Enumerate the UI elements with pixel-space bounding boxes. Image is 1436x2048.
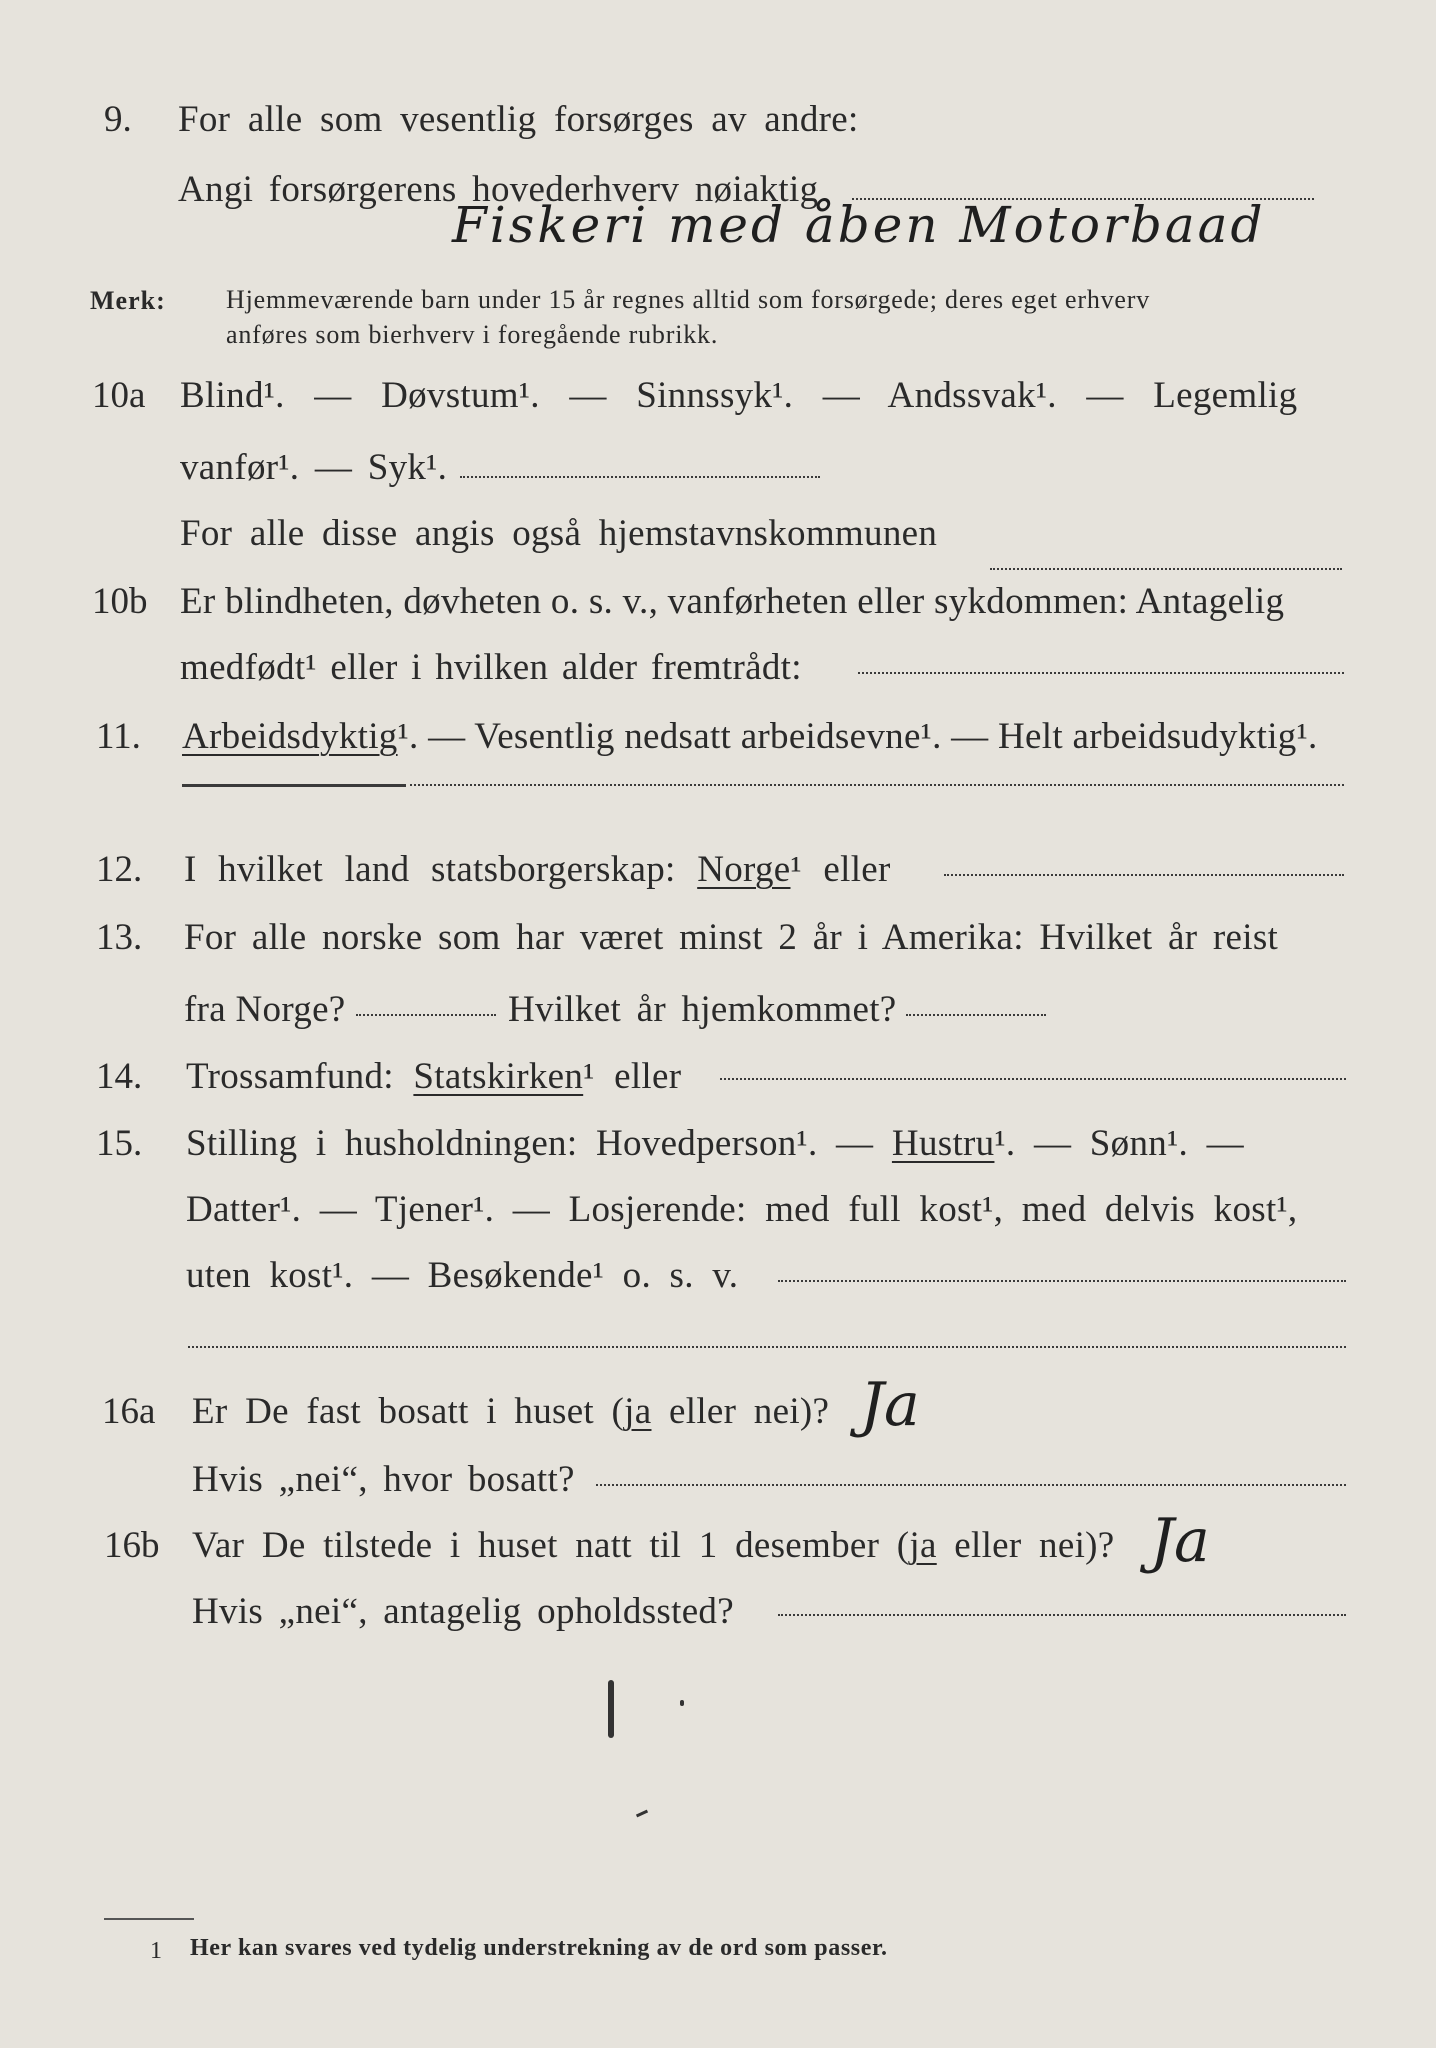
pencil-tick xyxy=(636,1810,648,1818)
q16b-blank xyxy=(778,1614,1346,1616)
q12-prompt: I hvilket land statsborgerskap: xyxy=(184,849,676,890)
pencil-mark xyxy=(608,1680,614,1738)
q16a-prompt: Er De fast bosatt i huset ( xyxy=(192,1391,625,1432)
q11-blank xyxy=(410,784,1344,786)
merk-line2: anføres som bierhverv i foregående rubrikk. xyxy=(226,320,719,349)
q10b-number: 10b xyxy=(92,581,148,622)
q11-handwritten-rule xyxy=(182,784,406,787)
q15-line1 xyxy=(186,1122,1244,1165)
q16a-handwritten-answer: Ja xyxy=(860,1370,920,1440)
footnote-mark: 1 xyxy=(150,1938,163,1964)
q11-line xyxy=(182,715,1318,758)
q13-line1: For alle norske som har været minst 2 år i Amerika: Hvilket år reist xyxy=(184,917,1279,958)
q10a-line3-blank xyxy=(990,568,1342,570)
q10b-line2: medfødt¹ eller i hvilken alder fremtrådt: xyxy=(180,647,802,688)
q16b-post: eller nei)? xyxy=(936,1525,1115,1566)
q12-selected-option: Norge xyxy=(697,849,791,890)
merk-label: Merk: xyxy=(90,286,166,315)
q13-line2a: fra Norge? xyxy=(184,989,346,1030)
q13-line2b: Hvilket år hjemkommet? xyxy=(508,989,897,1030)
q9-handwritten-answer: Fiskeri med åben Motorbaad xyxy=(452,196,1266,254)
q13-year-returned-blank xyxy=(906,1014,1046,1016)
q10a-line2-blank xyxy=(460,476,820,478)
q14-blank xyxy=(720,1078,1346,1080)
q15-line2: Datter¹. — Tjener¹. — Losjerende: med full kost¹, med delvis kost¹, xyxy=(186,1189,1298,1230)
q15-number: 15. xyxy=(96,1123,143,1164)
q13-year-left-blank xyxy=(356,1014,496,1016)
q11-rest: ¹. — Vesentlig nedsatt arbeidsevne¹. — Helt arbeidsudyktig¹. xyxy=(397,716,1318,757)
q12-blank xyxy=(944,874,1344,876)
q16b-number: 16b xyxy=(104,1525,160,1566)
q16a-blank xyxy=(596,1484,1346,1486)
q12-number: 12. xyxy=(96,849,143,890)
footnote-text: Her kan svares ved tydelig understrekning av de ord som passer. xyxy=(190,1935,888,1961)
q10a-line1: Blind¹. — Døvstum¹. — Sinnssyk¹. — Andssvak¹. — Legemlig xyxy=(180,375,1298,416)
q16b-line1 xyxy=(192,1524,1115,1567)
q16a-line1 xyxy=(192,1390,829,1433)
q16a-number: 16a xyxy=(102,1391,156,1432)
q15-line1a: Stilling i husholdningen: Hovedperson¹. — xyxy=(186,1123,874,1164)
q16b-line2: Hvis „nei“, antagelig opholdssted? xyxy=(192,1591,734,1632)
q10a-number: 10a xyxy=(92,375,146,416)
q15-selected-option: Hustru xyxy=(891,1123,995,1164)
q14-selected-option: Statskirken xyxy=(413,1056,584,1097)
q9-line1: For alle som vesentlig forsørges av andre: xyxy=(178,99,859,140)
q15-line3: uten kost¹. — Besøkende¹ o. s. v. xyxy=(186,1255,739,1296)
merk-line1: Hjemmeværende barn under 15 år regnes alltid som forsørgede; deres eget erhverv xyxy=(226,285,1151,314)
q16a-post: eller nei)? xyxy=(651,1391,830,1432)
q16b-prompt: Var De tilstede i huset natt til 1 desember ( xyxy=(192,1525,910,1566)
q16a-selected-option: ja xyxy=(624,1391,652,1432)
q14-line xyxy=(186,1055,681,1098)
q11-selected-option: Arbeidsdyktig xyxy=(182,716,398,757)
q10a-line2: vanfør¹. — Syk¹. xyxy=(180,447,448,488)
q13-number: 13. xyxy=(96,917,143,958)
q14-number: 14. xyxy=(96,1056,143,1097)
q9-line2: Angi forsørgerens hovederhverv nøiaktig xyxy=(178,169,819,210)
q10a-line3: For alle disse angis også hjemstavnskommunen xyxy=(180,513,938,554)
q14-post: ¹ eller xyxy=(583,1056,682,1097)
pencil-dot xyxy=(680,1700,684,1706)
q16a-line2: Hvis „nei“, hvor bosatt? xyxy=(192,1459,575,1500)
q15-line3-blank xyxy=(778,1280,1346,1282)
q15-extra-blank xyxy=(188,1346,1346,1348)
q11-number: 11. xyxy=(96,716,141,757)
q10b-line1: Er blindheten, døvheten o. s. v., vanførheten eller sykdommen: Antagelig xyxy=(180,581,1285,622)
q16b-handwritten-answer: Ja xyxy=(1150,1506,1210,1576)
q14-prompt: Trossamfund: xyxy=(186,1056,394,1097)
footnote-rule xyxy=(104,1918,194,1920)
q9-number: 9. xyxy=(104,99,132,140)
q12-post: ¹ eller xyxy=(790,849,891,890)
q10b-blank xyxy=(858,672,1344,674)
q16b-selected-option: ja xyxy=(909,1525,937,1566)
q15-line1b: ¹. — Sønn¹. — xyxy=(994,1123,1244,1164)
q12-line xyxy=(184,848,891,891)
